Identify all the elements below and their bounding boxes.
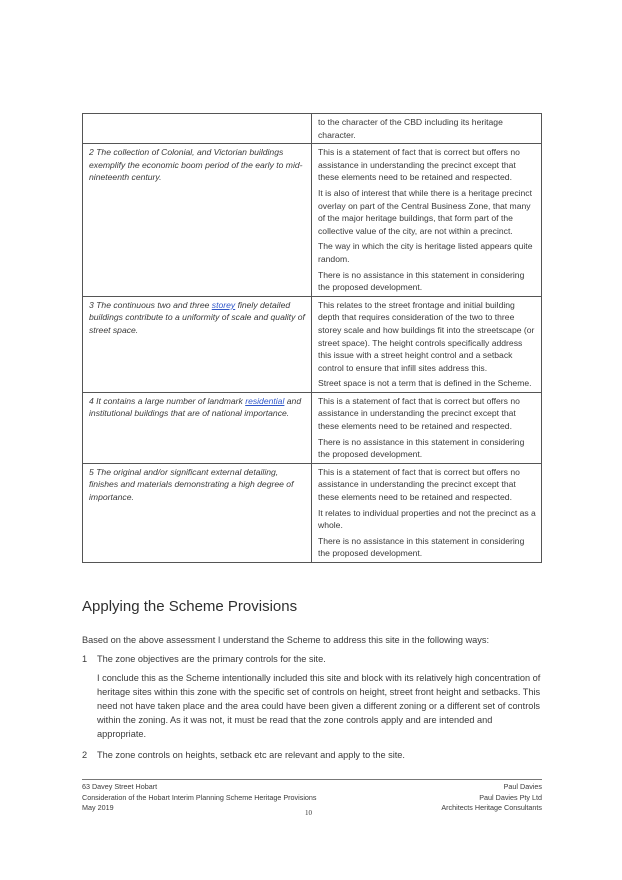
comment-paragraph: It is also of interest that while there is a heritage precinct overlay on part of the Central Business Zone, that many of the major heritage buildings, that form part of the collective value of the city, are not within a precinct. [318, 187, 532, 236]
table-cell-statement: 5 The original and/or significant external detailing, finishes and materials demonstrating a high degree of importance. [83, 463, 312, 562]
comment-paragraph: This relates to the street frontage and initial building depth that requires consideration of the two to three storey scale and how buildings fit into the streetscape (or street space). The height controls specifically address this issue with a street height control and a setback control to ensure that infill sites address this. [318, 299, 535, 373]
table-row [83, 392, 542, 463]
item-number: 1 [82, 654, 88, 664]
comment-paragraph: Street space is not a term that is defined in the Scheme. [318, 378, 532, 389]
footer-left [82, 782, 317, 814]
table-row [83, 296, 542, 392]
statement-text: 4 It contains a large number of landmark [89, 395, 246, 406]
comment-paragraph: There is no assistance in this statement in considering the proposed development. [318, 436, 525, 460]
comment-paragraph: This is a statement of fact that is correct but offers no assistance in understanding the precinct except that these elements need to be retained and respected. [318, 147, 520, 183]
table-cell-comment [312, 296, 542, 392]
section-heading: Applying the Scheme Provisions [82, 598, 298, 615]
conclusion-paragraph: I conclude this as the Scheme intentionally included this site and block with its relatively high concentration of heritage sites within this zone with the specific set of controls on height, street front height and setbacks. This need not have taken place and the area could have been given a different zoning or a different set of controls within the zoning. As it was not, it must be read that the zone controls apply and are intended and appropriate. [97, 673, 541, 739]
footer-address: 63 Davey Street Hobart [82, 782, 158, 791]
footer-date: May 2019 [82, 803, 114, 813]
table-cell-statement [83, 392, 312, 463]
comment-paragraph: This is a statement of fact that is correct but offers no assistance in understanding the precinct except that these elements need to be retained and respected. [318, 466, 520, 503]
footer-right [441, 782, 542, 814]
table-row [83, 114, 542, 144]
table-cell-statement [83, 296, 312, 392]
storey-link[interactable]: storey [211, 299, 236, 310]
footer-divider [82, 779, 542, 780]
footer-role: Architects Heritage Consultants [441, 803, 542, 813]
comment-paragraph: It relates to individual properties and not the precinct as a whole. [318, 507, 536, 531]
heritage-assessment-table [82, 113, 542, 563]
footer-author: Paul Davies [503, 782, 542, 791]
table-cell-comment [312, 144, 542, 297]
comment-paragraph: There is no assistance in this statement in considering the proposed development. [318, 535, 525, 559]
table-cell-comment [312, 114, 542, 144]
item-text: The zone objectives are the primary controls for the site. [97, 654, 326, 664]
item-number: 2 [82, 750, 88, 760]
comment-paragraph: This is a statement of fact that is correct but offers no assistance in understanding the precinct except that these elements need to be retained and respected. [318, 395, 520, 432]
footer-document-title: Consideration of the Hobart Interim Planning Scheme Heritage Provisions [82, 792, 317, 802]
table-cell-statement [83, 114, 312, 144]
statement-text: 3 The continuous two and three [89, 299, 212, 310]
comment-paragraph: There is no assistance in this statement in considering the proposed development. [318, 269, 525, 293]
table-cell-statement: 2 The collection of Colonial, and Victorian buildings exemplify the economic boom period of the early to mid-nineteenth century. [83, 144, 312, 297]
intro-paragraph: Based on the above assessment I understand the Scheme to address this site in the following ways: [82, 635, 490, 645]
table-cell-comment [312, 463, 542, 562]
item-text: The zone controls on heights, setback etc are relevant and apply to the site. [97, 750, 405, 760]
comment-paragraph: The way in which the city is heritage listed appears quite random. [318, 241, 533, 264]
page-number: 10 [305, 809, 312, 817]
comment-paragraph: to the character of the CBD including its heritage character. [318, 117, 503, 140]
statement-text: and institutional buildings that are of national importance. [89, 395, 302, 419]
table-row [83, 463, 542, 562]
table-cell-comment [312, 392, 542, 463]
footer-company: Paul Davies Pty Ltd [479, 792, 542, 802]
residential-link[interactable]: residential [245, 395, 285, 406]
table-row [83, 144, 542, 297]
statement-text: finely detailed buildings contribute to a uniformity of scale and quality of street space. [89, 299, 305, 335]
